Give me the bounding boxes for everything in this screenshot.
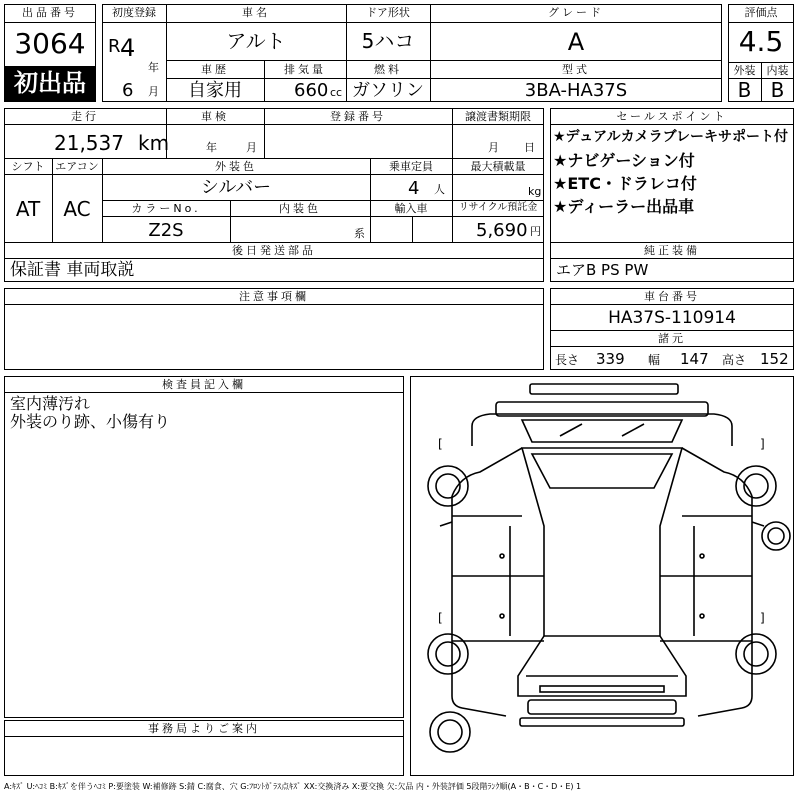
registration-month: 6	[122, 80, 134, 101]
max-load-unit: kg	[528, 185, 542, 198]
lot-number: 3064	[14, 27, 86, 60]
sales-point-item: ★ディーラー出品車	[553, 197, 695, 216]
inspection-month-unit: 月	[246, 141, 257, 154]
registration-number-label: 登録番号	[330, 110, 386, 123]
chassis-label: 車台番号	[644, 290, 700, 303]
chassis-number: HA37S-110914	[608, 308, 736, 328]
exterior-color-label: 外装色	[215, 160, 257, 173]
grade: A	[567, 28, 585, 56]
fuel: ガソリン	[352, 80, 424, 101]
door-type: 5ハコ	[361, 29, 415, 53]
inspector-note: 室内薄汚れ	[10, 394, 91, 413]
exterior-score-label: 外装	[733, 64, 756, 77]
max-load-label: 最大積載量	[470, 160, 526, 173]
exterior-score: B	[737, 78, 752, 102]
mileage-label: 走行	[71, 110, 99, 123]
capacity-unit: 人	[434, 183, 445, 196]
length-label: 長さ	[555, 353, 580, 367]
height-label: 高さ	[722, 353, 747, 367]
color-no: Z2S	[148, 220, 184, 241]
bracket-left-top: [	[438, 437, 443, 451]
registration-era: R	[108, 36, 121, 57]
aircon: AC	[63, 197, 91, 221]
model-code: 3BA-HA37S	[524, 80, 628, 101]
first-listing-badge: 初出品	[5, 66, 95, 101]
history-label: 車歴	[201, 63, 229, 76]
car-name: アルト	[226, 29, 286, 53]
displacement-unit: cc	[330, 86, 343, 99]
inspection-year-unit: 年	[206, 141, 217, 154]
bracket-right-top: ]	[760, 437, 765, 451]
first-registration-label: 初度登録	[112, 6, 156, 19]
recycle-deposit: 5,690	[476, 220, 528, 241]
bracket-left-bottom: [	[438, 611, 443, 625]
score-label: 評価点	[744, 6, 778, 19]
bracket-right-bottom: ]	[760, 611, 765, 625]
sales-point-item: ★ETC・ドラレコ付	[553, 174, 697, 193]
sales-points-label: セールスポイント	[616, 110, 728, 123]
grade-label: グレード	[548, 6, 604, 19]
model-label: 型式	[562, 63, 590, 76]
import-label: 輸入車	[394, 202, 428, 215]
length: 339	[596, 350, 625, 368]
aircon-label: エアコン	[55, 160, 99, 173]
shift: AT	[15, 197, 41, 221]
transfer-deadline-label: 譲渡書類期限	[465, 110, 531, 123]
registration-month-unit: 月	[148, 85, 159, 98]
dimensions-label: 諸元	[658, 332, 686, 345]
interior-score-label: 内装	[766, 64, 789, 77]
sales-point-item: ★ナビゲーション付	[553, 151, 695, 170]
interior-score: B	[770, 78, 785, 102]
transfer-day-unit: 日	[524, 141, 535, 154]
overall-score: 4.5	[738, 25, 784, 58]
inspector-label: 検査員記入欄	[162, 378, 246, 391]
mileage-unit: km	[138, 131, 170, 155]
sales-point-item: ★デュアルカメラブレーキサポート付	[553, 129, 789, 145]
car-diagram	[410, 376, 794, 776]
height: 152	[760, 350, 789, 368]
lot-label: 出品番号	[22, 6, 78, 19]
later-parts: 保証書 車両取説	[10, 260, 135, 280]
door-label: ドア形状	[366, 6, 410, 19]
recycle-unit: 円	[530, 225, 541, 238]
car-name-label: 車名	[242, 6, 270, 19]
transfer-month-unit: 月	[488, 141, 499, 154]
capacity-label: 乗車定員	[389, 160, 433, 173]
width: 147	[680, 350, 709, 368]
exterior-color: シルバー	[200, 177, 272, 198]
interior-color-label: 内装色	[279, 202, 321, 215]
equipment: エアB PS PW	[556, 261, 649, 279]
recycle-label: リサイクル預託金	[458, 202, 538, 213]
color-no-label: カラーNo.	[131, 202, 201, 215]
legend: A:ｷｽﾞ U:ﾍｺﾐ B:ｷｽﾞを伴うﾍｺﾐ P:要塗装 W:補修跡 S:錆 C:腐食、穴 G:ﾌﾛﾝﾄｶﾞﾗｽ点ｷｽﾞ XX:交換済み X:要交換 欠:欠品 内・外装評価 5段階ﾗﾝｸ順(A・B・C・D・E) 1	[4, 782, 582, 791]
capacity: 4	[408, 178, 420, 199]
width-label: 幅	[648, 353, 661, 367]
equipment-label: 純正装備	[644, 244, 700, 257]
inspection-label: 車検	[201, 110, 229, 123]
displacement: 660	[294, 80, 329, 101]
shift-label: シフト	[11, 160, 45, 173]
mileage: 21,537	[54, 131, 124, 155]
registration-year: 4	[120, 34, 136, 62]
notes-label: 注意事項欄	[239, 290, 309, 303]
later-parts-label: 後日発送部品	[232, 244, 316, 257]
interior-color-unit: 系	[354, 227, 365, 240]
office-label: 事務局よりご案内	[148, 722, 260, 735]
history: 自家用	[188, 80, 242, 101]
registration-year-unit: 年	[148, 61, 159, 74]
displacement-label: 排気量	[284, 63, 326, 76]
fuel-label: 燃料	[374, 63, 402, 76]
inspector-note: 外装のり跡、小傷有り	[10, 412, 171, 431]
